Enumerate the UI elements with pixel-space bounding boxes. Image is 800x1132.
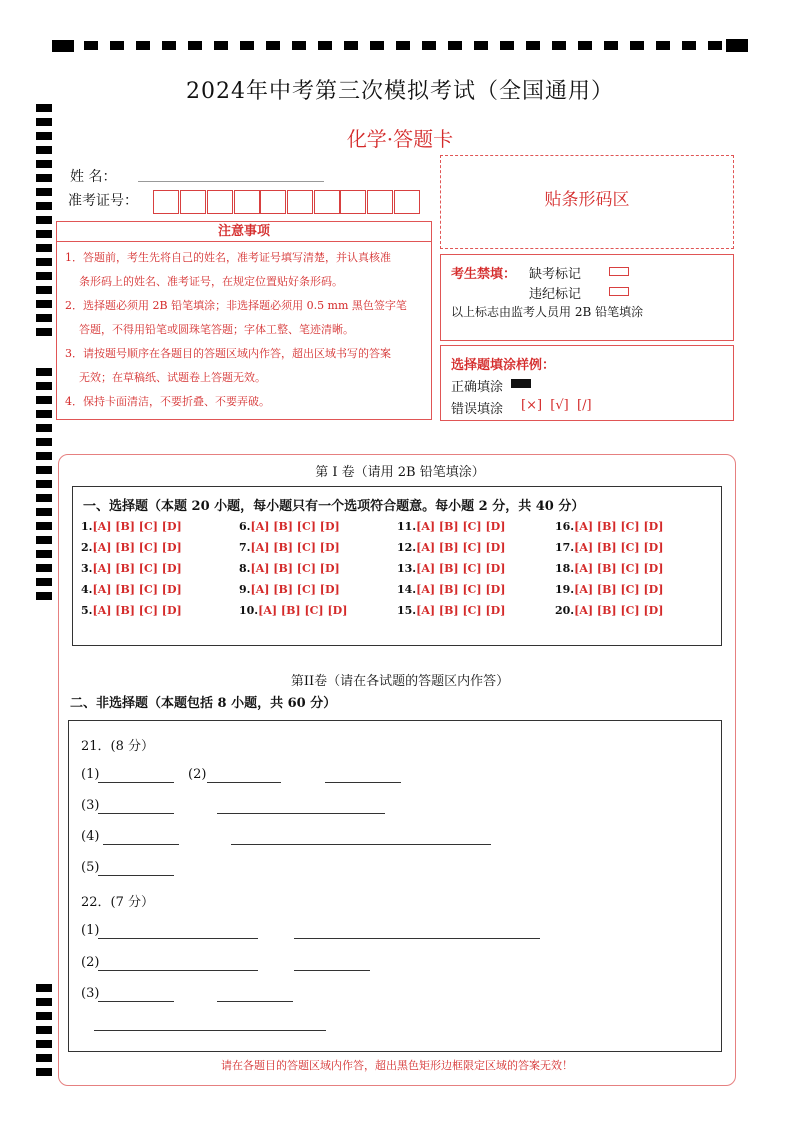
answer-options[interactable]: [A] [B] [C] [D] bbox=[92, 583, 182, 596]
answer-options[interactable]: [A] [B] [C] [D] bbox=[574, 520, 664, 533]
choice-question-11[interactable] bbox=[397, 520, 505, 533]
notice-item: 3．请按题号顺序在各题目的答题区域内作答，超出区域书写的答案 bbox=[65, 347, 391, 360]
id-digit-box[interactable] bbox=[367, 190, 393, 214]
answer-blank[interactable] bbox=[231, 844, 491, 845]
forbid-title: 考生禁填： bbox=[451, 267, 517, 282]
barcode-area[interactable]: 贴条形码区 bbox=[440, 155, 734, 249]
question-number: 6. bbox=[239, 520, 251, 533]
answer-options[interactable]: [A] [B] [C] [D] bbox=[574, 604, 664, 617]
answer-blank[interactable] bbox=[294, 938, 540, 939]
name-label: 姓 名： bbox=[70, 169, 117, 185]
question-number: 18. bbox=[555, 562, 575, 575]
question-number: 7. bbox=[239, 541, 251, 554]
choice-question-15[interactable] bbox=[397, 604, 505, 617]
question-number: 20. bbox=[555, 604, 575, 617]
q21-part1-label: (1) bbox=[81, 767, 100, 782]
choice-section-title: 一、选择题（本题 20 小题，每小题只有一个选项符合题意。每小题 2 分，共 40 分） bbox=[83, 499, 585, 514]
answer-blank[interactable] bbox=[294, 970, 370, 971]
answer-options[interactable]: [A] [B] [C] [D] bbox=[416, 604, 506, 617]
question-number: 16. bbox=[555, 520, 575, 533]
notice-item: 1．答题前，考生先将自己的姓名，准考证号填写清楚，并认真核准 bbox=[65, 251, 391, 264]
fill-example-box bbox=[440, 345, 734, 421]
q21-part5-label: (5) bbox=[81, 860, 100, 875]
question-number: 12. bbox=[397, 541, 417, 554]
answer-options[interactable]: [A] [B] [C] [D] bbox=[250, 583, 340, 596]
q21-part4-label: (4) bbox=[81, 829, 100, 844]
part2-heading: 第II卷（请在各试题的答题区内作答） bbox=[290, 674, 510, 689]
question-number: 14. bbox=[397, 583, 417, 596]
answer-options[interactable]: [A] [B] [C] [D] bbox=[258, 604, 348, 617]
answer-options[interactable]: [A] [B] [C] [D] bbox=[574, 562, 664, 575]
absent-mark-box[interactable] bbox=[609, 267, 629, 276]
choice-question-5[interactable] bbox=[81, 604, 182, 617]
answer-options[interactable]: [A] [B] [C] [D] bbox=[92, 604, 182, 617]
id-digit-box[interactable] bbox=[207, 190, 233, 214]
subject-title: 化学·答题卡 bbox=[346, 127, 454, 151]
free-response-area bbox=[68, 720, 722, 1052]
question-number: 11. bbox=[397, 520, 417, 533]
question-number: 1. bbox=[81, 520, 93, 533]
choice-question-3[interactable] bbox=[81, 562, 182, 575]
answer-options[interactable]: [A] [B] [C] [D] bbox=[574, 583, 664, 596]
choice-question-12[interactable] bbox=[397, 541, 505, 554]
choice-question-8[interactable] bbox=[239, 562, 340, 575]
answer-options[interactable]: [A] [B] [C] [D] bbox=[250, 562, 340, 575]
q22-part2-label: (2) bbox=[81, 955, 100, 970]
correct-fill-label: 正确填涂 bbox=[451, 380, 504, 395]
part1-heading: 第 I 卷（请用 2B 铅笔填涂） bbox=[315, 465, 485, 480]
answer-options[interactable]: [A] [B] [C] [D] bbox=[250, 520, 340, 533]
violation-mark-box[interactable] bbox=[609, 287, 629, 296]
question-number: 9. bbox=[239, 583, 251, 596]
choice-question-14[interactable] bbox=[397, 583, 505, 596]
example-title: 选择题填涂样例： bbox=[451, 358, 556, 373]
q22-part1-label: (1) bbox=[81, 923, 100, 938]
question-number: 19. bbox=[555, 583, 575, 596]
examiner-only-box bbox=[440, 254, 734, 341]
answer-options[interactable]: [A] [B] [C] [D] bbox=[92, 520, 182, 533]
answer-blank[interactable] bbox=[98, 813, 174, 814]
filled-bubble-icon bbox=[511, 379, 531, 388]
choice-question-10[interactable] bbox=[239, 604, 347, 617]
question-number: 5. bbox=[81, 604, 93, 617]
page-title: 2024年中考第三次模拟考试（全国通用） bbox=[186, 79, 614, 104]
answer-blank[interactable] bbox=[98, 970, 258, 971]
choice-question-19[interactable] bbox=[555, 583, 663, 596]
question-number: 2. bbox=[81, 541, 93, 554]
choice-question-2[interactable] bbox=[81, 541, 182, 554]
name-field[interactable] bbox=[138, 181, 324, 182]
question-number: 17. bbox=[555, 541, 575, 554]
question-number: 15. bbox=[397, 604, 417, 617]
answer-options[interactable]: [A] [B] [C] [D] bbox=[574, 541, 664, 554]
forbid-note: 以上标志由监考人员用 2B 铅笔填涂 bbox=[451, 305, 644, 319]
choice-question-18[interactable] bbox=[555, 562, 663, 575]
part2-section-title: 二、非选择题（本题包括 8 小题，共 60 分） bbox=[70, 696, 337, 711]
answer-blank[interactable] bbox=[98, 1001, 174, 1002]
choice-question-1[interactable] bbox=[81, 520, 182, 533]
choice-question-9[interactable] bbox=[239, 583, 340, 596]
choice-question-20[interactable] bbox=[555, 604, 663, 617]
choice-question-17[interactable] bbox=[555, 541, 663, 554]
question-number: 8. bbox=[239, 562, 251, 575]
violation-mark-label: 违纪标记 bbox=[529, 287, 582, 302]
q22-part3-label: (3) bbox=[81, 986, 100, 1001]
absent-mark-label: 缺考标记 bbox=[529, 267, 582, 282]
question-number: 4. bbox=[81, 583, 93, 596]
wrong-fill-label: 错误填涂 bbox=[451, 402, 504, 417]
answer-blank[interactable] bbox=[94, 1030, 326, 1031]
notice-item: 答题，不得用铅笔或圆珠笔答题；字体工整、笔迹清晰。 bbox=[79, 323, 354, 336]
id-digit-box[interactable] bbox=[340, 190, 366, 214]
id-digit-box[interactable] bbox=[287, 190, 313, 214]
id-label: 准考证号： bbox=[68, 193, 138, 209]
answer-options[interactable]: [A] [B] [C] [D] bbox=[250, 541, 340, 554]
choice-question-7[interactable] bbox=[239, 541, 340, 554]
answer-options[interactable]: [A] [B] [C] [D] bbox=[416, 583, 506, 596]
notice-item: 无效；在草稿纸、试题卷上答题无效。 bbox=[79, 371, 266, 384]
notice-item: 4．保持卡面清洁，不要折叠、不要弄破。 bbox=[65, 395, 270, 408]
answer-blank[interactable] bbox=[325, 782, 401, 783]
answer-blank[interactable] bbox=[207, 782, 281, 783]
choice-section bbox=[72, 486, 722, 646]
notice-box bbox=[56, 221, 432, 420]
question-21-label: 21．(8 分） bbox=[81, 739, 155, 754]
id-digit-box[interactable] bbox=[180, 190, 206, 214]
answer-blank[interactable] bbox=[217, 813, 385, 814]
answer-blank[interactable] bbox=[98, 938, 258, 939]
answer-options[interactable]: [A] [B] [C] [D] bbox=[416, 520, 506, 533]
answer-blank[interactable] bbox=[103, 844, 179, 845]
id-digit-box[interactable] bbox=[260, 190, 286, 214]
answer-options[interactable]: [A] [B] [C] [D] bbox=[416, 541, 506, 554]
question-number: 10. bbox=[239, 604, 259, 617]
answer-blank[interactable] bbox=[98, 782, 174, 783]
notice-item: 条形码上的姓名、准考证号，在规定位置贴好条形码。 bbox=[79, 275, 343, 288]
choice-question-13[interactable] bbox=[397, 562, 505, 575]
id-digit-box[interactable] bbox=[314, 190, 340, 214]
id-digit-box[interactable] bbox=[394, 190, 420, 214]
q21-part3-label: (3) bbox=[81, 798, 100, 813]
notice-item: 2．选择题必须用 2B 铅笔填涂；非选择题必须用 0.5 mm 黑色签字笔 bbox=[65, 299, 407, 312]
choice-question-16[interactable] bbox=[555, 520, 663, 533]
id-digit-box[interactable] bbox=[153, 190, 179, 214]
question-number: 3. bbox=[81, 562, 93, 575]
answer-options[interactable]: [A] [B] [C] [D] bbox=[92, 562, 182, 575]
q21-part2-label: (2) bbox=[188, 767, 207, 782]
answer-options[interactable]: [A] [B] [C] [D] bbox=[92, 541, 182, 554]
choice-question-6[interactable] bbox=[239, 520, 340, 533]
question-number: 13. bbox=[397, 562, 417, 575]
answer-blank[interactable] bbox=[217, 1001, 293, 1002]
choice-question-4[interactable] bbox=[81, 583, 182, 596]
id-digit-box[interactable] bbox=[234, 190, 260, 214]
question-22-label: 22．(7 分） bbox=[81, 895, 155, 910]
notice-title: 注意事项 bbox=[57, 222, 431, 242]
answer-blank[interactable] bbox=[98, 875, 174, 876]
footer-warning: 请在各题目的答题区域内作答，超出黑色矩形边框限定区域的答案无效！ bbox=[221, 1059, 573, 1072]
wrong-fill-marks: [×] [√] [/] bbox=[521, 398, 592, 413]
answer-options[interactable]: [A] [B] [C] [D] bbox=[416, 562, 506, 575]
